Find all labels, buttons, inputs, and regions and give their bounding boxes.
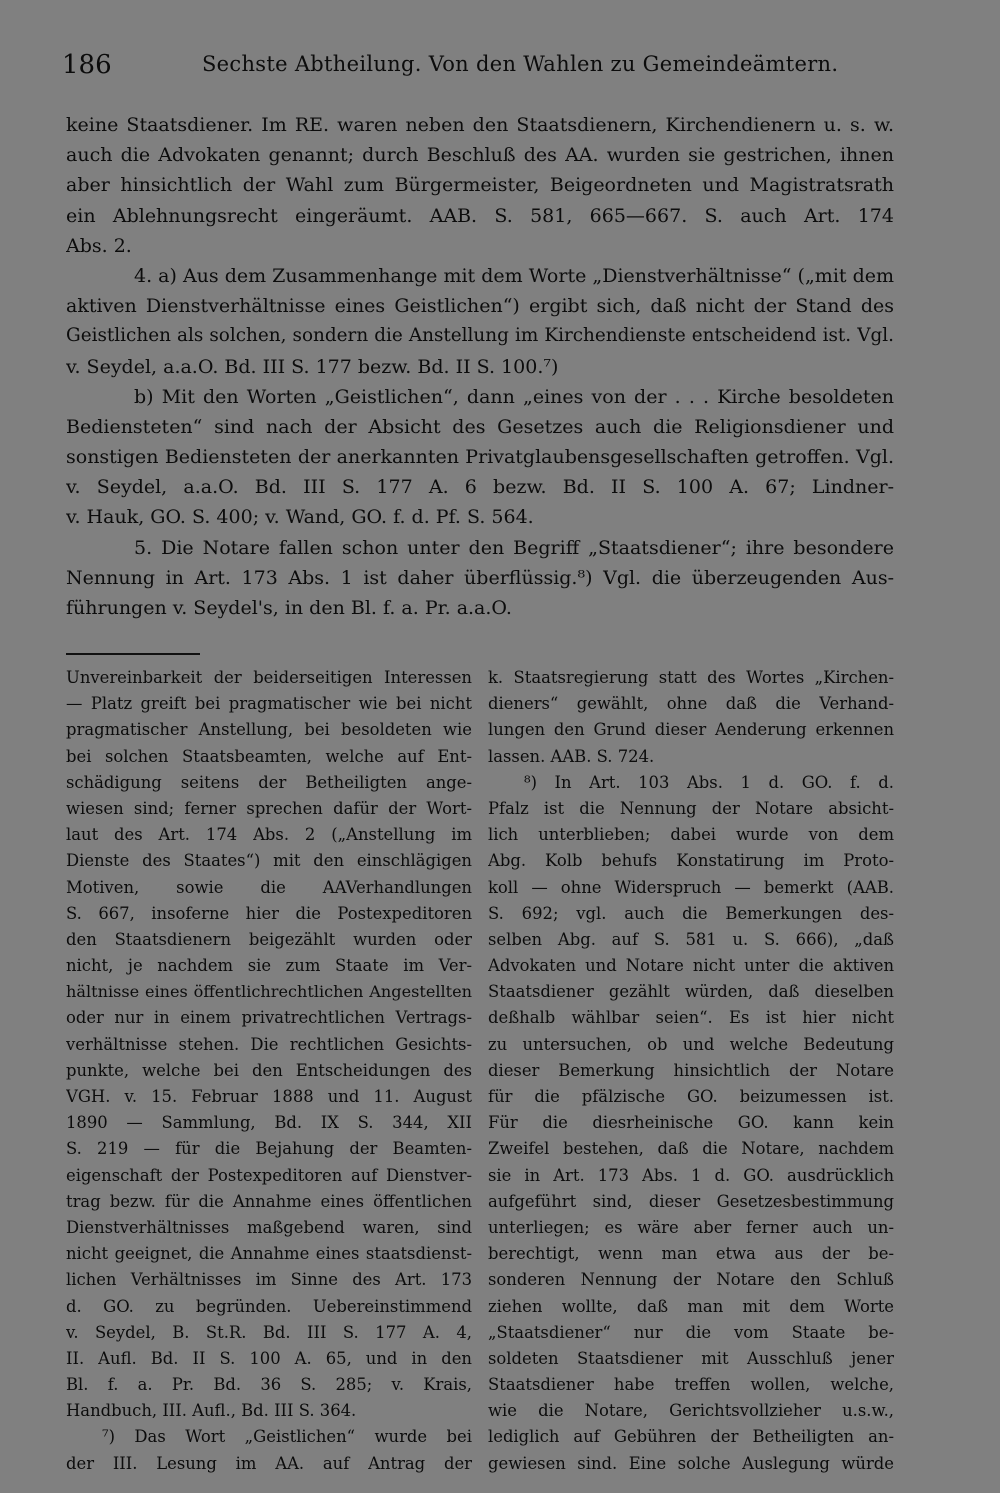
text-line: b) Mit den Worten „Geistlichen“, dann „eines von der . . . Kirche besoldeten xyxy=(134,385,894,408)
text-line: Nennung in Art. 173 Abs. 1 ist daher überflüssig.⁸) Vgl. die überzeugenden Aus- xyxy=(66,566,894,589)
footnote-line: punkte, welche bei den Entscheidungen des xyxy=(66,1060,472,1080)
text-line: sonstigen Bediensteten der anerkannten Privatglaubensgesellschaften getroffen. Vgl. xyxy=(66,446,894,469)
footnote-line: II. Aufl. Bd. II S. 100 A. 65, und in den xyxy=(66,1348,472,1368)
footnote-line: — Platz greift bei pragmatischer wie bei nicht xyxy=(66,694,472,714)
footnote-line: sonderen Nennung der Notare den Schluß xyxy=(488,1270,894,1290)
footnote-line: lich unterblieben; dabei wurde von dem xyxy=(488,825,894,845)
text-line: ein Ablehnungsrecht eingeräumt. AAB. S. 581, 665—667. S. auch Art. 174 xyxy=(66,204,894,227)
footnote-line: sie in Art. 173 Abs. 1 d. GO. ausdrücklich xyxy=(488,1165,894,1185)
footnote-line: Motiven, sowie die AAVerhandlungen xyxy=(66,877,472,897)
footnote-line: VGH. v. 15. Februar 1888 und 11. August xyxy=(66,1087,472,1106)
page-header xyxy=(62,50,942,86)
footnote-line: koll — ohne Widerspruch — bemerkt (AAB. xyxy=(488,877,894,897)
footnote-line: lassen. AAB. S. 724. xyxy=(488,746,655,766)
footnote-line: laut des Art. 174 Abs. 2 („Anstellung im xyxy=(66,825,472,845)
footnote-line: bei solchen Staatsbeamten, welche auf Ent- xyxy=(66,746,472,766)
text-line: keine Staatsdiener. Im RE. waren neben den Staatsdienern, Kirchendienern u. s. w. xyxy=(66,114,894,136)
footnote-line: wiesen sind; ferner sprechen dafür der Wort- xyxy=(66,798,472,818)
footnote-separator xyxy=(66,653,200,655)
footnote-line: den Staatsdienern beigezählt wurden oder xyxy=(66,929,472,949)
footnote-line: Abg. Kolb behufs Konstatirung im Proto- xyxy=(488,851,894,871)
footnote-line: trag bezw. für die Annahme eines öffentlichen xyxy=(66,1191,472,1211)
footnotes-right-column xyxy=(488,665,894,1477)
footnote-line: oder nur in einem privatrechtlichen Vertrags- xyxy=(66,1008,472,1028)
footnote-line: wie die Notare, Gerichtsvollzieher u.s.w., xyxy=(488,1401,894,1421)
footnote-line: Zweifel bestehen, daß die Notare, nachdem xyxy=(488,1139,894,1159)
footnote-line: Dienste des Staates“) mit den einschlägigen xyxy=(66,851,472,871)
footnote-line: Staatsdiener habe treffen wollen, welche, xyxy=(488,1375,894,1395)
text-line: 4. a) Aus dem Zusammenhange mit dem Worte „Dienstverhältnisse“ („mit dem xyxy=(134,264,894,287)
footnote-line: k. Staatsregierung statt des Wortes „Kirchen- xyxy=(488,668,894,687)
footnote-line: lichen Verhältnisses im Sinne des Art. 173 xyxy=(66,1270,472,1290)
footnote-line: „Staatsdiener“ nur die vom Staate be- xyxy=(488,1322,894,1342)
footnote-line: pragmatischer Anstellung, bei besoldeten wie xyxy=(66,720,472,740)
text-line: v. Seydel, a.a.O. Bd. III S. 177 bezw. Bd. II S. 100.⁷) xyxy=(66,355,559,378)
text-line: Abs. 2. xyxy=(66,234,132,257)
footnote-line: Advokaten und Notare nicht unter die aktiven xyxy=(488,956,894,976)
footnote-line: schädigung seitens der Betheiligten ange- xyxy=(66,772,472,792)
text-line: Bediensteten“ sind nach der Absicht des Gesetzes auch die Religionsdiener und xyxy=(66,415,894,438)
footnote-line: Dienstverhältnisses maßgebend waren, sind xyxy=(66,1217,472,1237)
footnote-line: S. 667, insoferne hier die Postexpeditoren xyxy=(66,903,472,923)
footnote-line: d. GO. zu begründen. Uebereinstimmend xyxy=(66,1296,472,1316)
footnote-line: Staatsdiener gezählt würden, daß dieselben xyxy=(488,982,894,1002)
footnote-line: S. 692; vgl. auch die Bemerkungen des- xyxy=(488,903,894,923)
text-line: 5. Die Notare fallen schon unter den Begriff „Staatsdiener“; ihre besondere xyxy=(134,536,894,559)
footnote-line: v. Seydel, B. St.R. Bd. III S. 177 A. 4, xyxy=(66,1322,472,1342)
page-number: 186 xyxy=(62,50,112,80)
footnote-line: gewiesen sind. Eine solche Auslegung würde xyxy=(488,1453,894,1473)
footnote-line: lungen den Grund dieser Aenderung erkennen xyxy=(488,720,894,740)
footnotes-left-column xyxy=(66,665,472,1477)
footnote-line: ⁷) Das Wort „Geistlichen“ wurde bei xyxy=(102,1427,472,1447)
footnote-line: Handbuch, III. Aufl., Bd. III S. 364. xyxy=(66,1401,357,1421)
footnote-line: Pfalz ist die Nennung der Notare absicht- xyxy=(488,798,894,818)
footnote-line: aufgeführt sind, dieser Gesetzesbestimmung xyxy=(488,1191,894,1211)
text-line: Geistlichen als solchen, sondern die Anstellung im Kirchendienste entscheidend ist. Vgl. xyxy=(66,325,894,347)
footnote-line: nicht, je nachdem sie zum Staate im Ver- xyxy=(66,956,472,976)
footnote-line: ziehen wollte, daß man mit dem Worte xyxy=(488,1296,894,1316)
text-line: aber hinsichtlich der Wahl zum Bürgermeister, Beigeordneten und Magistratsrath xyxy=(66,174,894,197)
footnote-line: soldeten Staatsdiener mit Ausschluß jener xyxy=(488,1348,894,1368)
footnote-line: Für die diesrheinische GO. kann kein xyxy=(488,1113,894,1133)
footnote-line: ⁸) In Art. 103 Abs. 1 d. GO. f. d. xyxy=(524,772,894,792)
running-title: Sechste Abtheilung. Von den Wahlen zu Gemeindeämtern. xyxy=(202,52,839,76)
footnote-line: für die pfälzische GO. beizumessen ist. xyxy=(488,1087,894,1106)
footnote-line: dieser Bemerkung hinsichtlich der Notare xyxy=(488,1060,894,1080)
footnote-line: Bl. f. a. Pr. Bd. 36 S. 285; v. Krais, xyxy=(66,1375,472,1395)
footnote-line: nicht geeignet, die Annahme eines staatsdienst- xyxy=(66,1244,472,1264)
footnote-line: dieners“ gewählt, ohne daß die Verhand- xyxy=(488,694,894,714)
footnote-line: deßhalb wählbar seien“. Es ist hier nicht xyxy=(488,1008,894,1028)
footnote-line: selben Abg. auf S. 581 u. S. 666), „daß xyxy=(488,929,894,949)
footnote-line: 1890 — Sammlung, Bd. IX S. 344, XII xyxy=(66,1113,472,1133)
footnote-line: verhältnisse stehen. Die rechtlichen Gesichts- xyxy=(66,1034,472,1054)
footnote-line: hältnisse eines öffentlichrechtlichen Angestellten xyxy=(66,982,472,1002)
text-line: v. Seydel, a.a.O. Bd. III S. 177 A. 6 bezw. Bd. II S. 100 A. 67; Lindner- xyxy=(66,476,894,499)
main-text xyxy=(66,110,894,623)
footnote-line: zu untersuchen, ob und welche Bedeutung xyxy=(488,1034,894,1054)
footnote-line: Unvereinbarkeit der beiderseitigen Interessen xyxy=(66,668,472,687)
footnote-line: berechtigt, wenn man etwa aus der be- xyxy=(488,1244,894,1264)
footnote-line: S. 219 — für die Bejahung der Beamten- xyxy=(66,1139,472,1159)
footnote-line: lediglich auf Gebühren der Betheiligten an- xyxy=(488,1427,894,1447)
text-line: v. Hauk, GO. S. 400; v. Wand, GO. f. d. Pf. S. 564. xyxy=(66,506,534,529)
footnote-line: eigenschaft der Postexpeditoren auf Dienstver- xyxy=(66,1165,472,1185)
footnote-line: unterliegen; es wäre aber ferner auch un- xyxy=(488,1217,894,1237)
text-line: auch die Advokaten genannt; durch Beschluß des AA. wurden sie gestrichen, ihnen xyxy=(66,144,894,167)
footnote-line: der III. Lesung im AA. auf Antrag der xyxy=(66,1453,472,1473)
text-line: führungen v. Seydel's, in den Bl. f. a. Pr. a.a.O. xyxy=(66,597,512,619)
text-line: aktiven Dienstverhältnisse eines Geistlichen“) ergibt sich, daß nicht der Stand des xyxy=(66,295,894,318)
